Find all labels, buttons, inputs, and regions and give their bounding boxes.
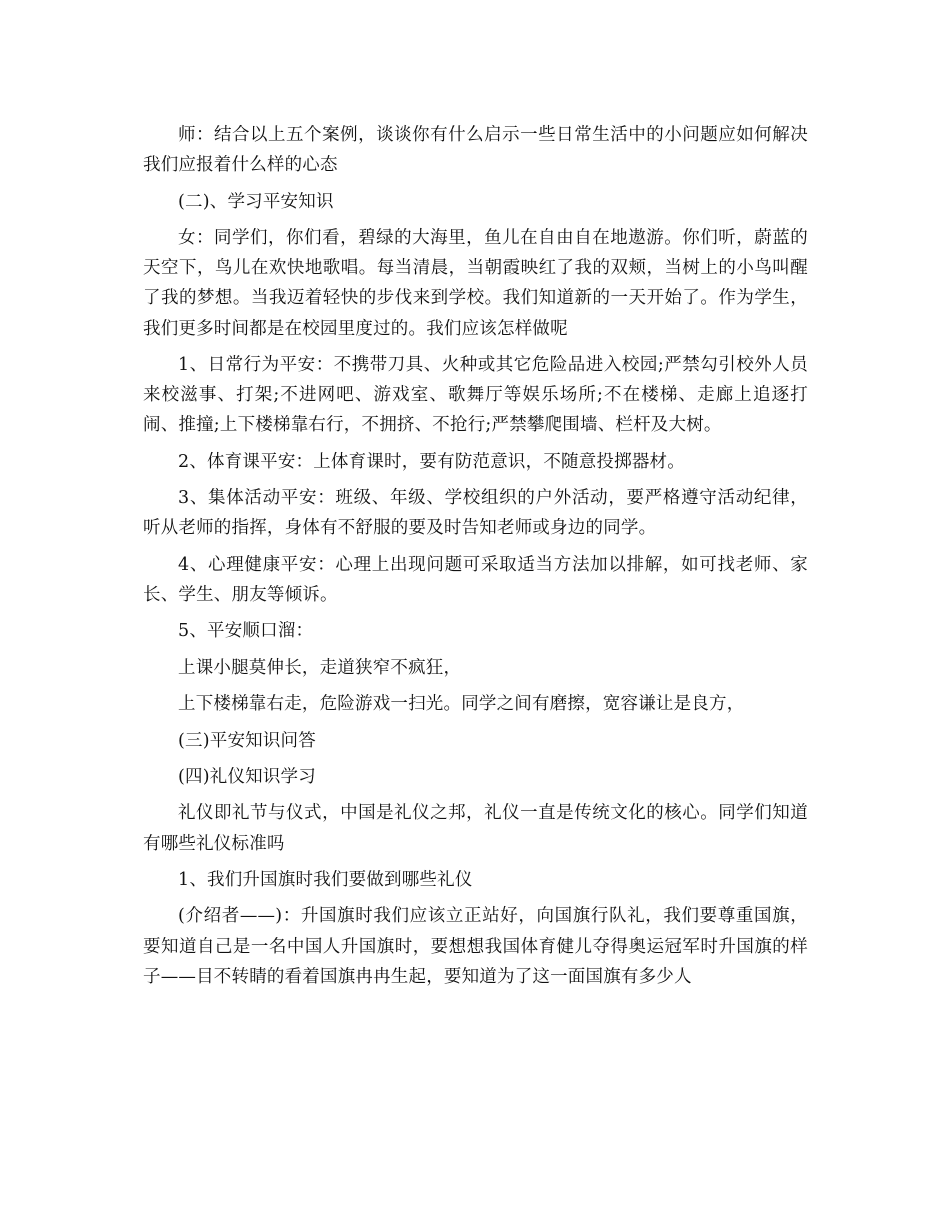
section-heading-etiquette: (四)礼仪知识学习 [178,766,316,787]
section-heading-safety-knowledge: (二)、学习平安知识 [178,191,334,212]
paragraph-flag-raising-question: 1、我们升国旗时我们要做到哪些礼仪 [178,869,473,890]
paragraph-rhyme-line-1: 上课小腿莫伸长，走道狭窄不疯狂， [178,657,462,678]
document-body [143,120,808,998]
paragraph-safety-rhyme-heading: 5、平安顺口溜： [178,621,314,642]
paragraph-group-activity-safety: 3、集体活动平安：班级、年级、学校组织的户外活动，要严格遵守活动纪律，听从老师的指挥，身体有不舒服的要及时告知老师或身边的同学。 [143,488,808,539]
paragraph-female-host-intro: 女：同学们，你们看，碧绿的大海里，鱼儿在自由自在地遨游。你们听，蔚蓝的天空下，鸟儿在欢快地歌唱。每当清晨，当朝霞映红了我的双颊，当树上的小鸟叫醒了我的梦想。当我迈着轻快的步伐来到学校。我们知道新的一天开始了。作为学生，我们更多时间都是在校园里度过的。我们应该怎样做呢 [143,227,808,339]
paragraph-mental-health-safety: 4、心理健康平安：心理上出现问题可采取适当方法加以排解，如可找老师、家长、学生、朋友等倾诉。 [143,554,808,605]
paragraph-teacher-question: 师：结合以上五个案例，谈谈你有什么启示一些日常生活中的小问题应如何解决我们应报着什么样的心态 [143,125,808,176]
paragraph-daily-behavior-safety: 1、日常行为平安：不携带刀具、火种或其它危险品进入校园;严禁勾引校外人员来校滋事、打架;不进网吧、游戏室、歌舞厅等娱乐场所;不在楼梯、走廊上追逐打闹、推撞;上下楼梯靠右行，不拥挤、不抢行;严禁攀爬围墙、栏杆及大树。 [143,354,808,436]
paragraph-rhyme-line-2: 上下楼梯靠右走，危险游戏一扫光。同学之间有磨擦，宽容谦让是良方， [178,694,745,715]
paragraph-etiquette-intro: 礼仪即礼节与仪式，中国是礼仪之邦，礼仪一直是传统文化的核心。同学们知道有哪些礼仪标准吗 [143,803,808,854]
section-heading-safety-quiz: (三)平安知识问答 [178,730,316,751]
paragraph-flag-raising-answer: (介绍者——)：升国旗时我们应该立正站好，向国旗行队礼，我们要尊重国旗，要知道自己是一名中国人升国旗时，要想想我国体育健儿夺得奥运冠军时升国旗的样子——目不转睛的看着国旗冉冉生起，要知道为了这一面国旗有多少人 [143,906,808,987]
paragraph-pe-class-safety: 2、体育课平安：上体育课时，要有防范意识，不随意投掷器材。 [178,451,685,472]
